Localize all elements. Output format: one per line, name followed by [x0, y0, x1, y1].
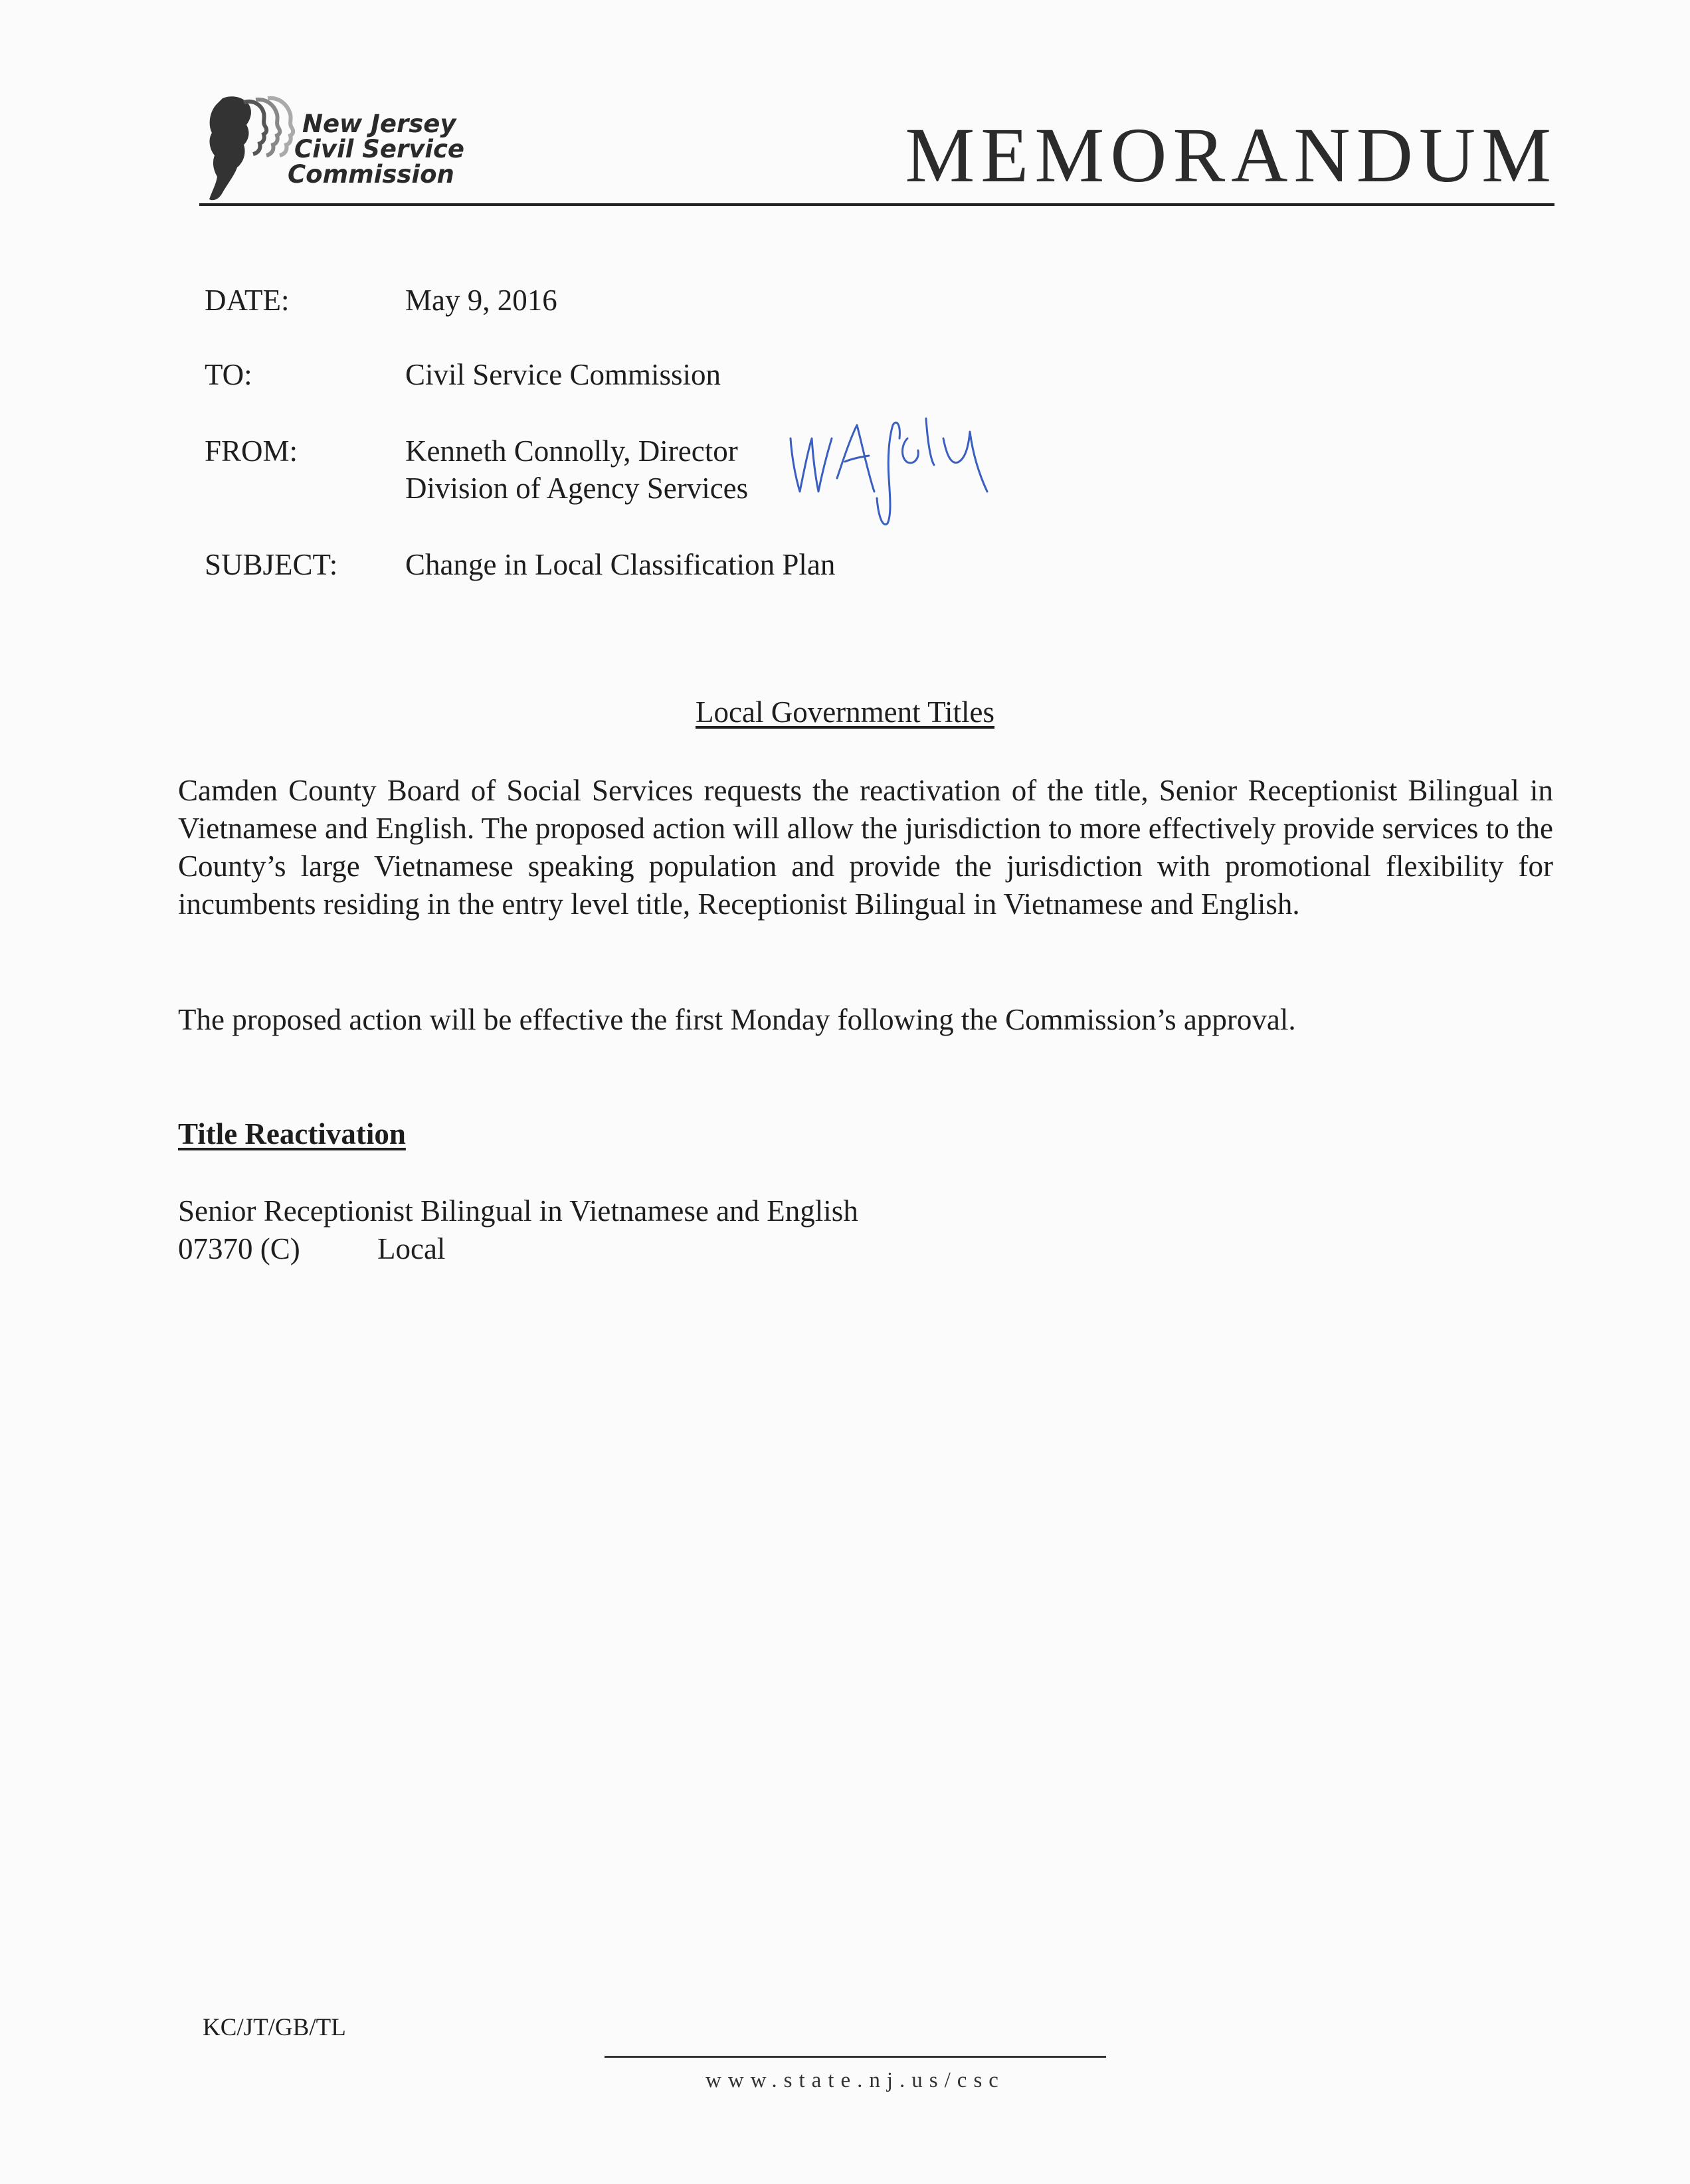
- section-heading-text: Local Government Titles: [696, 695, 994, 729]
- nj-state-faces-emblem-icon: [203, 93, 299, 206]
- section-heading: [0, 694, 1690, 731]
- subject-value: Change in Local Classification Plan: [405, 548, 836, 581]
- title-scope: Local: [377, 1232, 446, 1265]
- logo-line-commission: Commission: [288, 160, 454, 189]
- date-label: DATE:: [205, 284, 290, 317]
- reference-initials: KC/JT/GB/TL: [203, 2014, 346, 2041]
- body-paragraph-effective-date: The proposed action will be effective the first Monday following the Commission’s approval.: [178, 1003, 1296, 1036]
- logo-line-new-jersey: New Jersey: [302, 110, 456, 138]
- logo-wordmark: [288, 112, 464, 187]
- to-label: TO:: [205, 358, 252, 391]
- date-value: May 9, 2016: [405, 284, 557, 317]
- nj-civil-service-logo: [203, 93, 495, 206]
- title-reactivation-heading: Title Reactivation: [178, 1117, 406, 1150]
- subject-label: SUBJECT:: [205, 548, 338, 581]
- letterhead-divider: [199, 203, 1554, 206]
- from-name-title: Kenneth Connolly, Director: [405, 434, 738, 468]
- title-code: 07370 (C): [178, 1232, 300, 1265]
- footer-divider: [605, 2056, 1106, 2058]
- memorandum-title: MEMORANDUM: [905, 112, 1557, 199]
- from-division: Division of Agency Services: [405, 472, 749, 505]
- reactivated-title-name: Senior Receptionist Bilingual in Vietnamese and English: [178, 1194, 858, 1228]
- handwritten-initials-signature: [784, 399, 1116, 531]
- footer-website: www.state.nj.us/csc: [705, 2068, 1005, 2092]
- from-label: FROM:: [205, 434, 298, 468]
- logo-line-civil-service: Civil Service: [294, 135, 465, 163]
- body-paragraph-request: Camden County Board of Social Services requests the reactivation of the title, Senior Receptionist Bilingual in Vietnamese and English. The proposed action will allow the jurisdiction to more effectively provide services to the County’s large Vietnamese speaking population and provide the jurisdiction with promotional flexibility for incumbents residing in the entry level title, Receptionist Bilingual in Vietnamese and English.: [178, 774, 1553, 921]
- reactivated-title-code-row: [178, 1230, 445, 1268]
- to-value: Civil Service Commission: [405, 358, 721, 391]
